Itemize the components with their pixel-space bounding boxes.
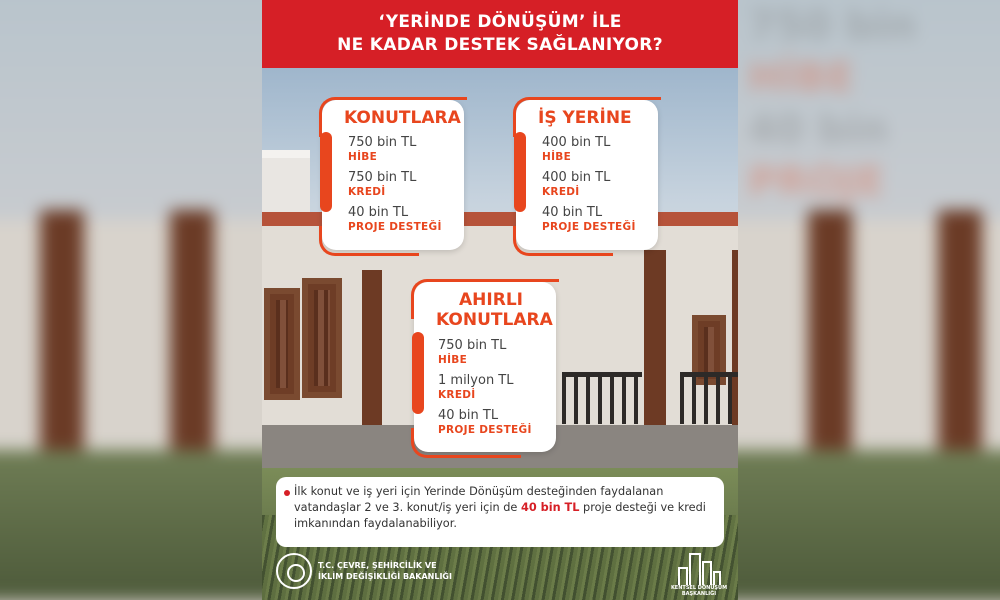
infographic-poster xyxy=(262,0,738,600)
kind-kredi: KREDİ xyxy=(542,186,580,198)
ministry-name-line-2: İKLİM DEĞİŞİKLİĞİ BAKANLIĞI xyxy=(318,572,452,581)
amount-hibe: 750 bin TL xyxy=(348,135,417,150)
building-icon xyxy=(713,571,721,585)
blurred-background-left xyxy=(0,0,262,600)
kind-proje: PROJE DESTEĞİ xyxy=(542,221,636,233)
box-title-line-1: AHIRLI xyxy=(459,290,523,310)
porch-railing-right xyxy=(680,372,738,424)
kdb-name-line-1: KENTSEL DÖNÜŞÜM xyxy=(670,585,728,591)
ghost-kind-1: HİBE xyxy=(748,55,855,101)
info-box-is-yerine xyxy=(516,100,658,250)
poster-header xyxy=(262,0,738,68)
kind-kredi: KREDİ xyxy=(348,186,386,198)
porch-railing-left xyxy=(562,372,642,424)
ministry-logo xyxy=(276,553,452,593)
header-line-1: ‘YERİNDE DÖNÜŞÜM’ İLE xyxy=(378,12,622,32)
amount-proje: 40 bin TL xyxy=(438,408,499,423)
ministry-name xyxy=(318,560,452,582)
building-icon xyxy=(678,567,688,585)
amount-hibe: 750 bin TL xyxy=(438,338,507,353)
info-box-ahirli-konutlara xyxy=(414,282,556,452)
amount-hibe: 400 bin TL xyxy=(542,135,611,150)
porch-pillar-left xyxy=(362,270,382,440)
ministry-seal-icon xyxy=(276,553,312,589)
house-window-center xyxy=(302,278,342,398)
header-line-2: NE KADAR DESTEK SAĞLANIYOR? xyxy=(337,35,663,55)
kdb-name xyxy=(668,585,730,597)
box-title xyxy=(436,290,553,330)
note-text-before: İlk konut ve iş yeri için Yerinde Dönüşüm desteğinden faydalanan vatandaşlar 2 ve 3. konut/iş yeri için de xyxy=(294,485,664,514)
ghost-amount-2: 40 bin xyxy=(748,107,889,153)
info-note xyxy=(276,477,724,547)
box-title: İŞ YERİNE xyxy=(538,108,632,128)
kind-kredi: KREDİ xyxy=(438,389,476,401)
ghost-amount-1: 750 bin xyxy=(748,3,917,49)
bullet-icon xyxy=(284,490,290,496)
kind-hibe: HİBE xyxy=(348,151,378,163)
ghost-kind-2: PROJE xyxy=(748,159,885,205)
accent-bar xyxy=(320,132,332,212)
accent-bar xyxy=(412,332,424,414)
amount-kredi: 750 bin TL xyxy=(348,170,417,185)
ministry-name-line-1: T.C. ÇEVRE, ŞEHİRCİLİK VE xyxy=(318,561,437,570)
box-title-line-2: KONUTLARA xyxy=(436,310,553,330)
kind-hibe: HİBE xyxy=(438,354,468,366)
amount-kredi: 400 bin TL xyxy=(542,170,611,185)
chimney xyxy=(262,150,310,220)
kind-hibe: HİBE xyxy=(542,151,572,163)
building-icon xyxy=(702,561,712,585)
accent-bar xyxy=(514,132,526,212)
building-icon xyxy=(689,553,701,585)
blurred-background-right xyxy=(738,0,1000,600)
note-highlight: 40 bin TL xyxy=(520,501,580,514)
amount-kredi: 1 milyon TL xyxy=(438,373,514,388)
note-text-after: proje desteği ve kredi imkanından faydalanabiliyor. xyxy=(294,501,706,530)
kdb-name-line-2: BAŞKANLIĞI xyxy=(681,591,717,597)
amount-proje: 40 bin TL xyxy=(542,205,603,220)
amount-proje: 40 bin TL xyxy=(348,205,409,220)
box-title: KONUTLARA xyxy=(344,108,461,128)
kind-proje: PROJE DESTEĞİ xyxy=(438,424,532,436)
kind-proje: PROJE DESTEĞİ xyxy=(348,221,442,233)
info-box-konutlara xyxy=(322,100,464,250)
kentsel-donusum-logo xyxy=(670,545,728,597)
house-window-left xyxy=(264,288,300,400)
